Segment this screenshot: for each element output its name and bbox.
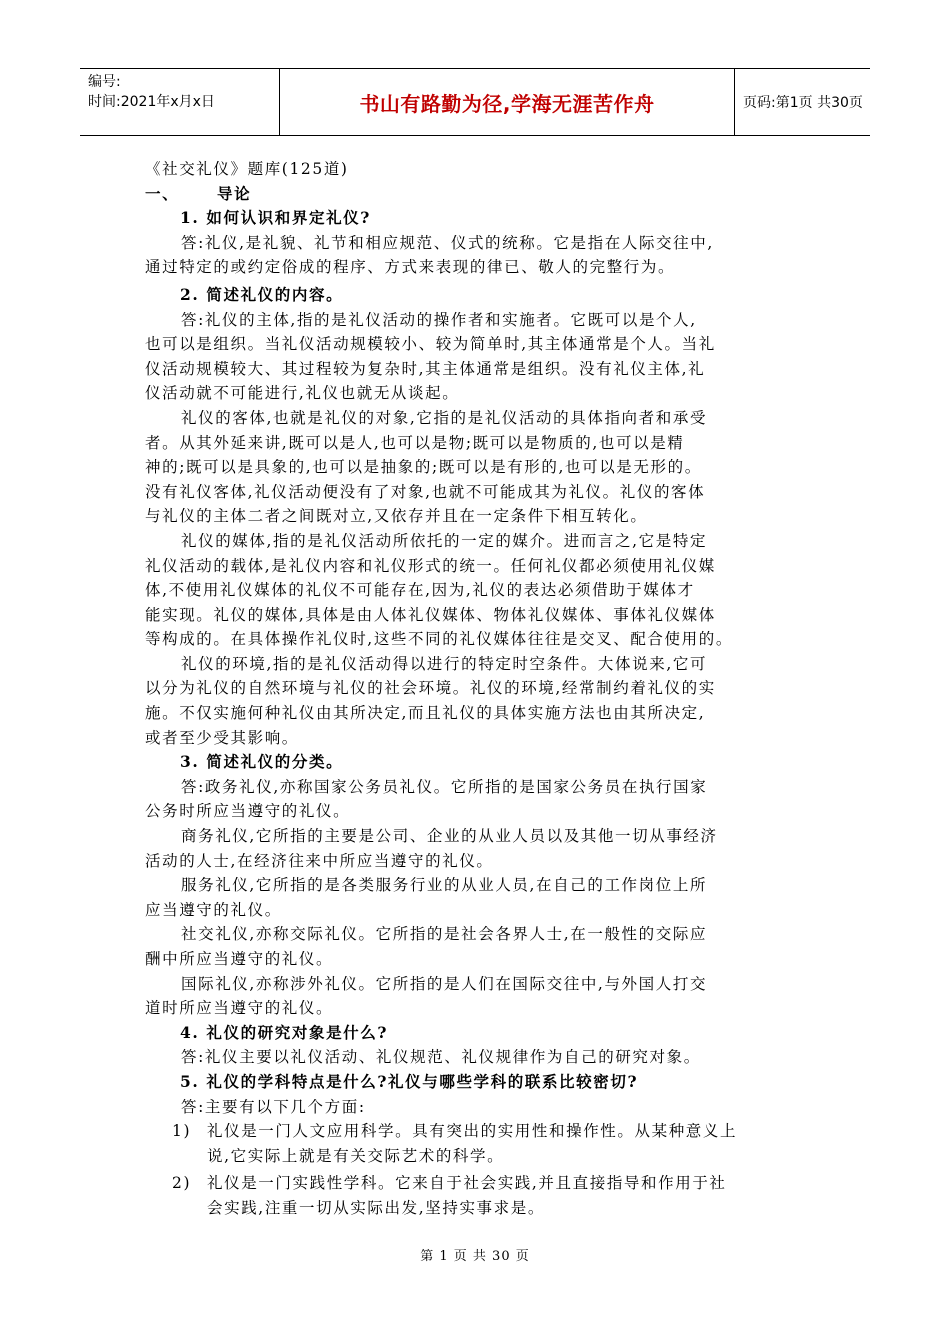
answer-line: 应当遵守的礼仪。 [145, 900, 282, 919]
answer-line: 能实现。礼仪的媒体,具体是由人体礼仪媒体、物体礼仪媒体、事体礼仪媒体 [145, 605, 716, 624]
answer-line: 商务礼仪,它所指的主要是公司、企业的从业人员以及其他一切从事经济 [181, 827, 718, 846]
document-body [145, 157, 810, 1221]
answer-line: 也可以是组织。当礼仪活动规模较小、较为简单时,其主体通常是个人。当礼 [145, 335, 716, 354]
list-item-text: 礼仪是一门人文应用科学。具有突出的实用性和操作性。从某种意义上 [207, 1122, 738, 1141]
answer-line: 答:政务礼仪,亦称国家公务员礼仪。它所指的是国家公务员在执行国家 [181, 777, 708, 796]
answer-line: 与礼仪的主体二者之间既对立,又依存并且在一定条件下相互转化。 [145, 507, 648, 526]
answer-line: 礼仪的客体,也就是礼仪的对象,它指的是礼仪活动的具体指向者和承受 [181, 408, 708, 427]
answer-line: 仪活动规模较大、其过程较为复杂时,其主体通常是组织。没有礼仪主体,礼 [145, 359, 706, 378]
section-number: 一、 [145, 183, 180, 203]
doc-title: 《社交礼仪》题库(125道) [145, 160, 349, 178]
answer-line: 答:主要有以下几个方面: [181, 1097, 366, 1116]
answer-line: 礼仪的媒体,指的是礼仪活动所依托的一定的媒介。进而言之,它是特定 [181, 531, 708, 550]
list-item-continuation: 说,它实际上就是有关交际艺术的科学。 [207, 1146, 505, 1165]
question-heading: 3. 简述礼仪的分类。 [180, 752, 344, 772]
answer-line: 答:礼仪,是礼貌、礼节和相应规范、仪式的统称。它是指在人际交往中, [181, 233, 714, 252]
section-heading [145, 182, 810, 207]
answer-line: 以分为礼仪的自然环境与礼仪的社会环境。礼仪的环境,经常制约着礼仪的实 [145, 679, 716, 698]
answer-line: 答:礼仪的主体,指的是礼仪活动的操作者和实施者。它既可以是个人, [181, 310, 697, 329]
time-label: 时间:2021年x月x日 [88, 94, 215, 110]
list-marker: 2) [172, 1174, 192, 1193]
answer-line: 通过特定的或约定俗成的程序、方式来表现的律已、敬人的完整行为。 [145, 258, 676, 277]
document-header [80, 68, 870, 136]
footer-page-number: 第 1 页 共 30 页 [420, 1249, 530, 1264]
answer-line: 等构成的。在具体操作礼仪时,这些不同的礼仪媒体往往是交叉、配合使用的。 [145, 630, 733, 649]
answer-line: 服务礼仪,它所指的是各类服务行业的从业人员,在自己的工作岗位上所 [181, 876, 708, 895]
question-heading: 4. 礼仪的研究对象是什么? [180, 1022, 389, 1042]
list-item-continuation: 会实践,注重一切从实际出发,坚持实事求是。 [207, 1198, 545, 1217]
answer-line: 神的;既可以是具象的,也可以是抽象的;既可以是有形的,也可以是无形的。 [145, 458, 702, 477]
section-title: 导论 [217, 183, 252, 203]
motto-cell [280, 69, 735, 135]
list-marker: 1) [172, 1122, 192, 1141]
page-label-cell [735, 69, 870, 135]
answer-line: 公务时所应当遵守的礼仪。 [145, 802, 351, 821]
answer-line: 答:礼仪主要以礼仪活动、礼仪规范、礼仪规律作为自己的研究对象。 [181, 1048, 701, 1067]
answer-line: 仪活动就不可能进行,礼仪也就无从谈起。 [145, 384, 460, 403]
code-label: 编号: [88, 74, 121, 90]
answer-line: 国际礼仪,亦称涉外礼仪。它所指的是人们在国际交往中,与外国人打交 [181, 974, 708, 993]
motto-text: 书山有路勤为径,学海无涯苦作舟 [359, 91, 655, 116]
answer-line: 酬中所应当遵守的礼仪。 [145, 950, 334, 968]
list-item [145, 1119, 810, 1144]
answer-line: 活动的人士,在经济往来中所应当遵守的礼仪。 [145, 851, 494, 870]
list-item-text: 礼仪是一门实践性学科。它来自于社会实践,并且直接指导和作用于社 [207, 1174, 727, 1193]
answer-line: 体,不使用礼仪媒体的礼仪不可能存在,因为,礼仪的表达必须借助于媒体才 [145, 581, 695, 600]
header-info-cell [80, 69, 280, 135]
list-item [145, 1171, 810, 1196]
answer-line: 礼仪活动的载体,是礼仪内容和礼仪形式的统一。任何礼仪都必须使用礼仪媒 [145, 556, 716, 575]
answer-line: 或者至少受其影响。 [145, 728, 299, 747]
page-label: 页码:第1页 共30页 [743, 95, 863, 111]
question-heading: 5. 礼仪的学科特点是什么?礼仪与哪些学科的联系比较密切? [180, 1071, 639, 1091]
answer-line: 社交礼仪,亦称交际礼仪。它所指的是社会各界人士,在一般性的交际应 [181, 925, 708, 944]
answer-line: 施。不仅实施何种礼仪由其所决定,而且礼仪的具体实施方法也由其所决定, [145, 704, 706, 723]
page-footer [0, 1245, 950, 1264]
question-heading: 2. 简述礼仪的内容。 [180, 284, 344, 304]
answer-line: 没有礼仪客体,礼仪活动便没有了对象,也就不可能成其为礼仪。礼仪的客体 [145, 482, 706, 501]
answer-line: 者。从其外延来讲,既可以是人,也可以是物;既可以是物质的,也可以是精 [145, 433, 685, 452]
question-heading: 1. 如何认识和界定礼仪? [180, 208, 371, 228]
answer-line: 道时所应当遵守的礼仪。 [145, 999, 334, 1018]
answer-line: 礼仪的环境,指的是礼仪活动得以进行的特定时空条件。大体说来,它可 [181, 654, 708, 673]
